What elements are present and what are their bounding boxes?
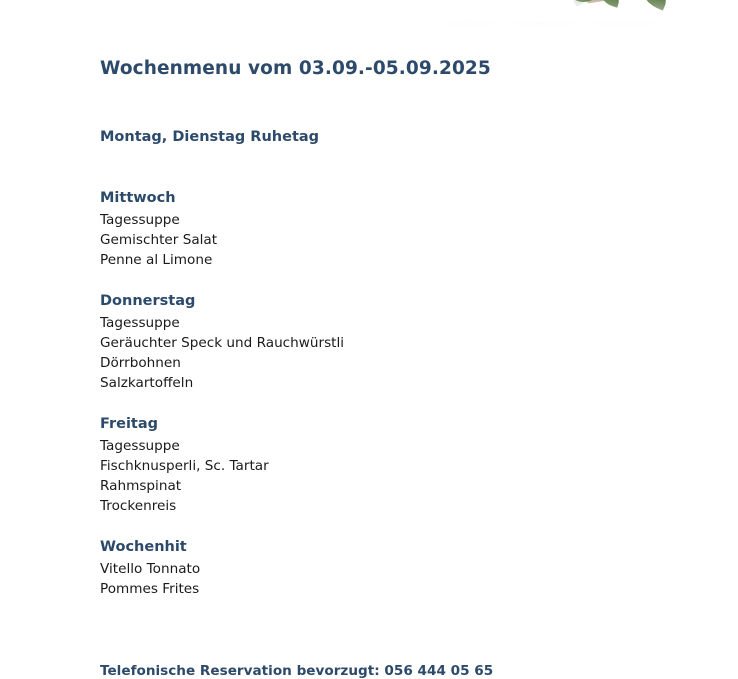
day-heading: Freitag	[100, 416, 159, 432]
leaf-left	[570, 0, 602, 9]
petal-wisp-right	[571, 0, 611, 7]
petal-pink-c	[620, 0, 664, 2]
leaf-center	[598, 0, 622, 8]
photo-background	[437, 0, 693, 38]
page-title: Wochenmenu vom 03.09.-05.09.2025	[100, 58, 491, 79]
photo-ghost-band	[437, 21, 693, 32]
day-block	[100, 188, 217, 270]
dish-item: Dörrbohnen	[100, 355, 181, 371]
day-block	[100, 537, 200, 599]
dish-item: Trockenreis	[100, 498, 177, 514]
reservation-note: Telefonische Reservation bevorzugt: 056 444 05 65	[100, 663, 494, 679]
dish-item: Gemischter Salat	[100, 232, 218, 248]
blossom-photo	[437, 0, 693, 38]
branch-stem	[587, 0, 645, 4]
dish-item: Geräuchter Speck und Rauchwürstli	[100, 335, 345, 351]
day-heading: Donnerstag	[100, 293, 196, 309]
closed-days-note: Montag, Dienstag Ruhetag	[100, 129, 320, 145]
dish-item: Rahmspinat	[100, 478, 182, 494]
day-heading: Wochenhit	[100, 539, 187, 555]
dish-item: Pommes Frites	[100, 581, 200, 597]
dish-item: Fischknusperli, Sc. Tartar	[100, 458, 269, 474]
dish-item: Tagessuppe	[100, 438, 180, 454]
photo-fade	[437, 0, 693, 38]
dish-item: Salzkartoffeln	[100, 375, 194, 391]
leaf-right	[638, 0, 671, 11]
dish-item: Tagessuppe	[100, 212, 180, 228]
day-block	[100, 414, 269, 516]
dish-item: Tagessuppe	[100, 315, 180, 331]
petal-white-a	[586, 0, 625, 3]
day-block	[100, 291, 344, 393]
dish-item: Penne al Limone	[100, 252, 213, 268]
day-heading: Mittwoch	[100, 190, 176, 206]
dish-item: Vitello Tonnato	[100, 561, 201, 577]
